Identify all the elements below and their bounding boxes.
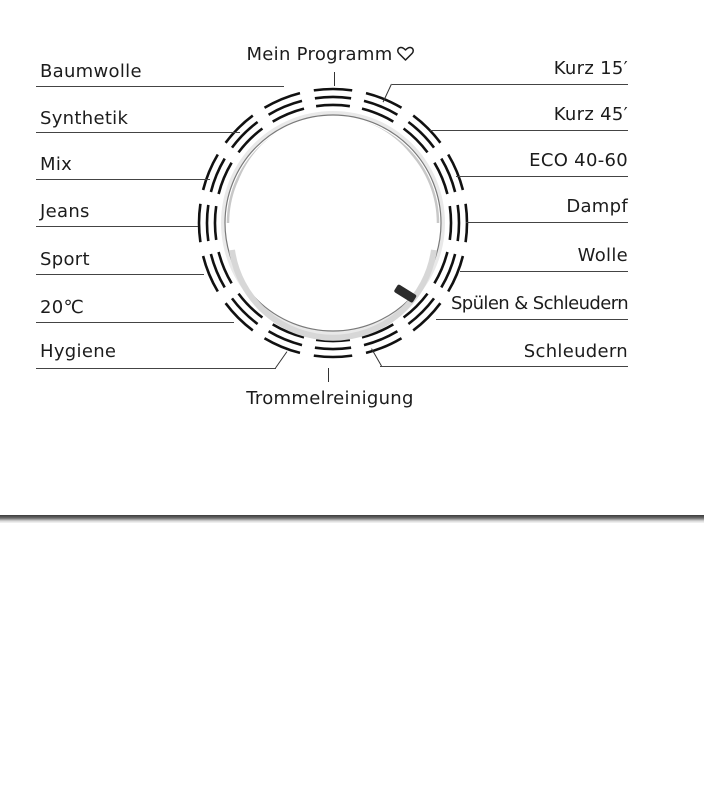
program-label-trommelreinigung: Trommelreinigung: [246, 388, 414, 409]
dial-knob-face: [232, 116, 432, 316]
leader-line-sport: [36, 274, 204, 275]
leader-line-20c: [36, 322, 234, 323]
leader-line-hygiene: [36, 368, 276, 369]
program-label-synthetik: Synthetik: [40, 108, 129, 129]
top-marker-tick: [334, 72, 335, 86]
bottom-marker-tick: [328, 368, 329, 382]
program-label-sport: Sport: [40, 249, 90, 270]
program-label-jeans: Jeans: [40, 201, 90, 222]
program-label-schleudern: Schleudern: [523, 341, 628, 362]
leader-line-dampf: [466, 222, 628, 223]
leader-line-jeans: [36, 226, 198, 227]
leader-line-baumwolle: [36, 86, 284, 87]
bezel-dash: [448, 155, 463, 191]
program-label-mix: Mix: [40, 154, 73, 175]
bezel-dash: [315, 97, 351, 98]
bezel-dash: [203, 256, 218, 292]
panel-door-seam: [0, 515, 704, 523]
leader-line-mix: [36, 179, 210, 180]
program-label-20c: 20℃: [40, 297, 85, 318]
program-label-spuelen-schleudern: Spülen & Schleudern: [450, 293, 628, 314]
program-label-wolle: Wolle: [577, 245, 628, 266]
leader-line-kurz-15: [392, 84, 628, 85]
leader-line-kurz-45: [430, 130, 628, 131]
bezel-dash: [314, 356, 352, 357]
bezel-dash: [265, 93, 301, 108]
machine-front-lower: [0, 523, 704, 804]
bezel-dash: [215, 206, 216, 240]
program-label-hygiene: Hygiene: [40, 341, 117, 362]
leader-line-synthetik: [36, 132, 240, 133]
bezel-dash: [265, 338, 301, 353]
leader-line-wolle: [460, 271, 628, 272]
bezel-dash: [458, 205, 459, 241]
program-label-eco-40-60: ECO 40-60: [529, 150, 628, 171]
heart-icon: [397, 46, 414, 66]
bezel-dash: [448, 256, 463, 292]
bezel-dash: [315, 348, 351, 349]
bezel-dash: [466, 204, 467, 242]
bezel-dash: [316, 105, 350, 106]
program-label-kurz-15: Kurz 15′: [553, 58, 628, 79]
program-label-mein-programm: Mein Programm: [0, 45, 660, 66]
bezel-dash: [199, 204, 200, 242]
bezel-dash: [314, 89, 352, 90]
leader-line-schleudern: [380, 366, 628, 367]
program-label-baumwolle: Baumwolle: [40, 61, 142, 82]
bezel-dash: [207, 205, 208, 241]
bezel-dash: [203, 155, 218, 191]
program-label-dampf: Dampf: [566, 196, 628, 217]
leader-line-eco: [456, 176, 628, 177]
program-label-kurz-45: Kurz 45′: [553, 104, 628, 125]
leader-line-spuelen: [436, 319, 628, 320]
bezel-dash: [450, 206, 451, 240]
